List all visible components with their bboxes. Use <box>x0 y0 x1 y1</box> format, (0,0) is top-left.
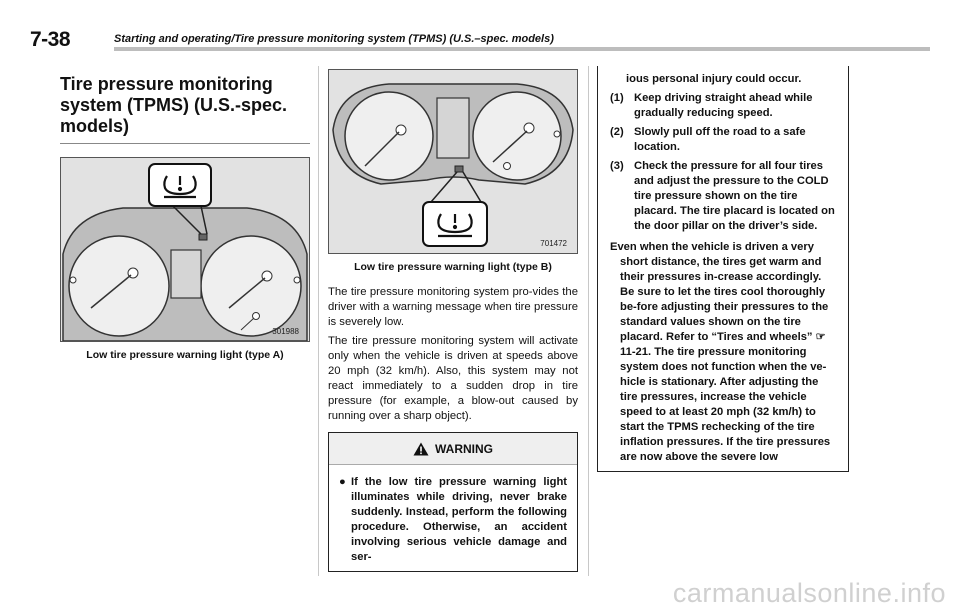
warning-title: WARNING <box>435 441 493 456</box>
column-middle <box>328 66 578 572</box>
warning-header <box>329 433 577 465</box>
procedure-step <box>610 125 838 155</box>
procedure-step <box>610 159 838 234</box>
warning-continuation-box <box>597 66 849 472</box>
warning-bullet-item <box>339 475 567 565</box>
warning-box <box>328 432 578 572</box>
warning-body <box>329 465 577 565</box>
warning-final-paragraph: Even when the vehicle is driven a very short distance, the tires get warm and their pressures in-crease accordingly. Be sure to let the tires cool thoroughly be-fore adjusting their pressures to the standard values shown on the tire placard. Refer to “Tires and wheels” ☞11-21. The tire pressure monitoring system does not function when the ve-hicle is stationary. After adjusting the tire pressures, increase the vehicle speed to at least 20 mph (32 km/h) to start the TPMS rechecking of the tire inflation pressures. If the tire pressures are now above the severe low <box>610 241 831 463</box>
figure-type-a <box>60 157 310 342</box>
column-divider <box>588 66 589 576</box>
figure-type-b <box>328 69 578 254</box>
body-text <box>328 285 578 424</box>
column-left <box>60 66 310 361</box>
step-number: (1) <box>610 92 624 104</box>
activation-paragraph: The tire pressure monitoring system will activate only when the vehicle is driven at speeds above 20 mph (32 km/h). Also, this system may not react immediately to a sudden drop in tire pressure (for example, a blow-out caused by running over a sharp object). <box>328 335 578 422</box>
header-rule <box>114 47 930 51</box>
warning-triangle-icon <box>413 442 429 456</box>
bullet-mark: ● <box>339 476 346 488</box>
figure-caption-b: Low tire pressure warning light (type B) <box>354 261 552 273</box>
column-right <box>597 66 849 472</box>
step-number: (2) <box>610 126 624 138</box>
page-header <box>30 28 930 50</box>
site-watermark: carmanualsonline.info <box>672 578 946 608</box>
figure-code: 701472 <box>540 239 567 248</box>
warning-continued-text: ious personal injury could occur. <box>626 73 802 85</box>
figure-caption-a: Low tire pressure warning light (type A) <box>86 349 284 361</box>
warning-bullet-text: If the low tire pressure warning light illuminates while driving, never brake suddenly. Instead, perform the following procedure. Otherwise, an accident involving serious vehicle damage and ser- <box>351 476 567 563</box>
intro-paragraph: The tire pressure monitoring system pro-vides the driver with a warning message when tire pressure is severely low. <box>328 286 578 328</box>
procedure-step <box>610 91 838 121</box>
step-text: Check the pressure for all four tires and adjust the pressure to the COLD tire pressure shown on the tire placard. The tire placard is located on the door pillar on the driver’s side. <box>634 160 835 232</box>
step-number: (3) <box>610 160 624 172</box>
step-text: Keep driving straight ahead while gradually reducing speed. <box>634 92 813 119</box>
section-title: Tire pressure monitoring system (TPMS) (U.S.-spec. models) <box>60 74 288 136</box>
instrument-cluster-a-illustration <box>61 158 309 341</box>
page-number: 7-38 <box>30 28 71 51</box>
title-rule <box>60 143 310 144</box>
figure-code: 301988 <box>272 327 299 336</box>
running-header-title: Starting and operating/Tire pressure monitoring system (TPMS) (U.S.–spec. models) <box>114 33 554 45</box>
step-text: Slowly pull off the road to a safe location. <box>634 126 806 153</box>
instrument-cluster-b-illustration <box>329 70 577 253</box>
column-divider <box>318 66 319 576</box>
